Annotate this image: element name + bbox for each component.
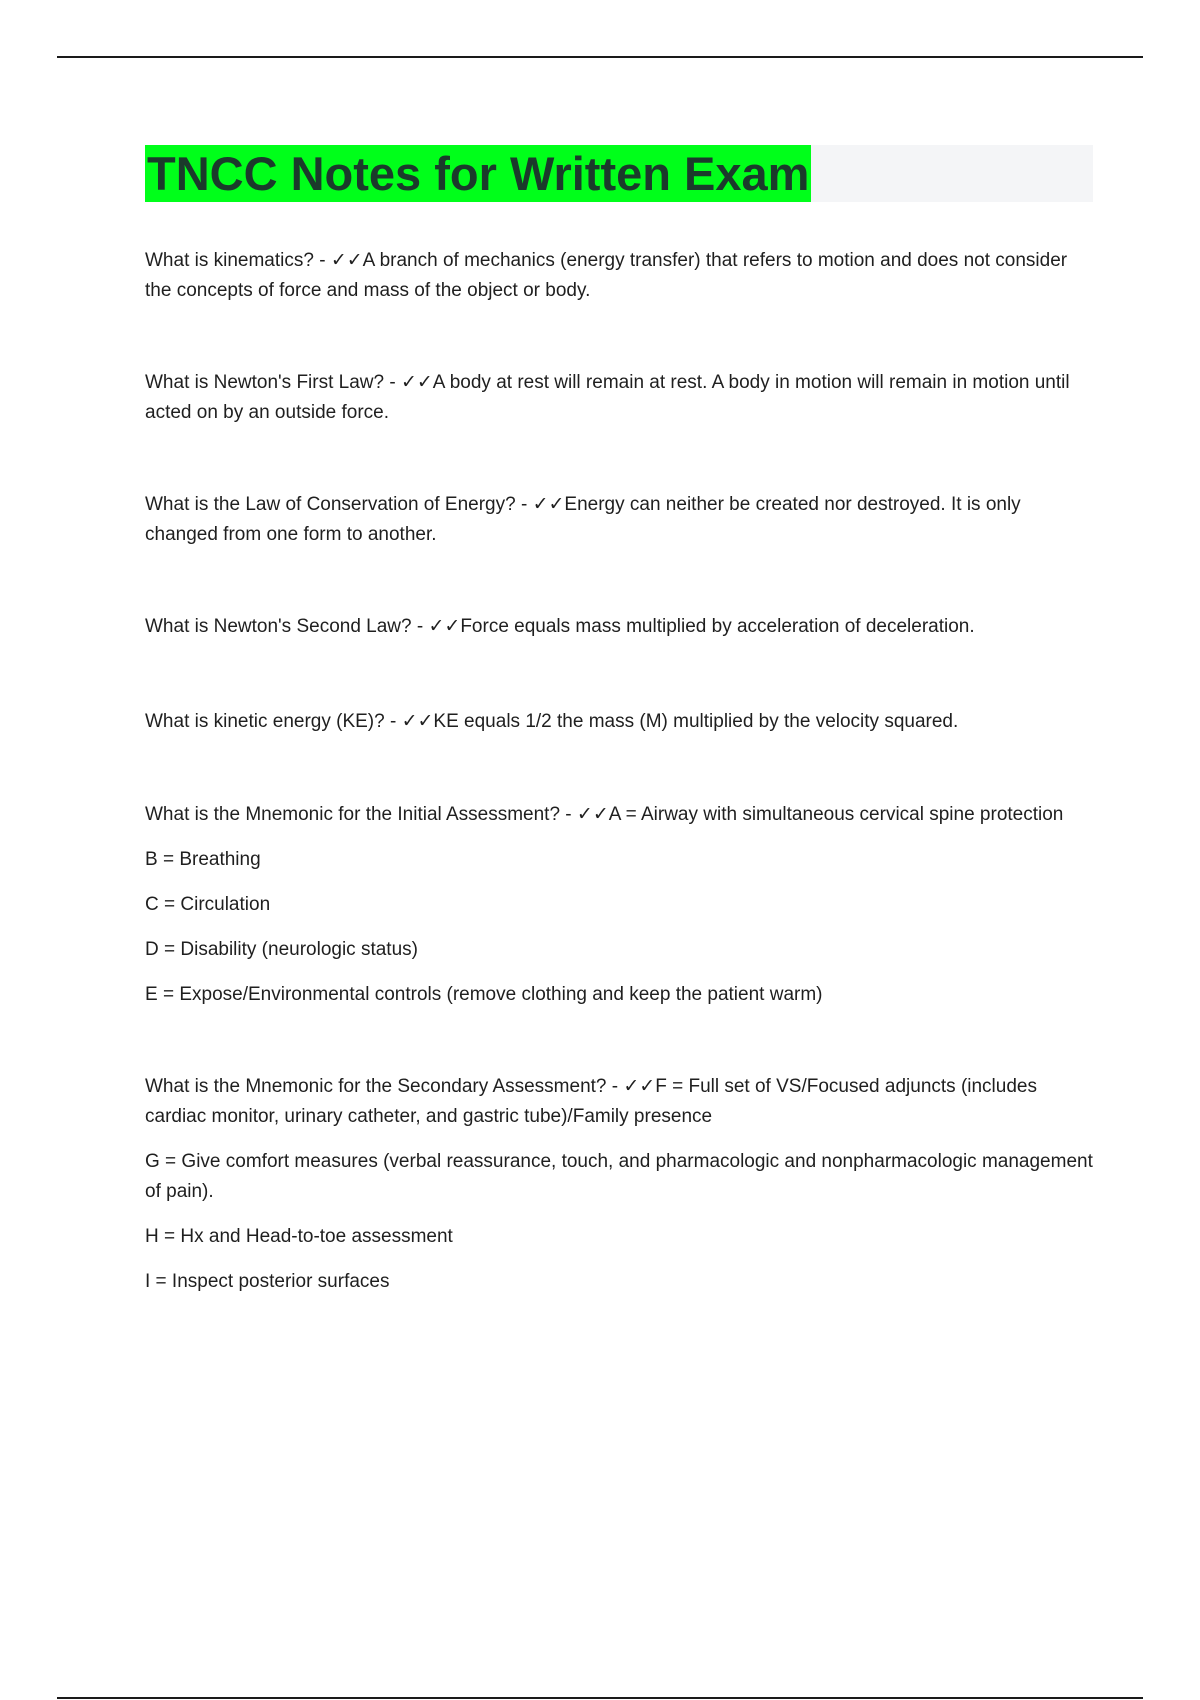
qa-item: What is kinematics? - ✓✓A branch of mechanics (energy transfer) that refers to motion and does not consider the concepts of force and mass of the object or body. xyxy=(145,250,1068,301)
mnemonic-line: H = Hx and Head-to-toe assessment xyxy=(145,1226,453,1247)
qa-item: What is Newton's Second Law? - ✓✓Force equals mass multiplied by acceleration of deceleration. xyxy=(145,616,975,637)
document-body xyxy=(145,246,1095,1297)
bottom-rule xyxy=(57,1697,1143,1699)
qa-item: What is the Mnemonic for the Secondary Assessment? - ✓✓F = Full set of VS/Focused adjuncts (includes cardiac monitor, urinary catheter, and gastric tube)/Family presence xyxy=(145,1076,1037,1127)
qa-item: What is Newton's First Law? - ✓✓A body at rest will remain at rest. A body in motion will remain in motion until acted on by an outside force. xyxy=(145,372,1070,423)
qa-item: What is the Mnemonic for the Initial Assessment? - ✓✓A = Airway with simultaneous cervical spine protection xyxy=(145,804,1064,825)
qa-item: What is kinetic energy (KE)? - ✓✓KE equals 1/2 the mass (M) multiplied by the velocity squared. xyxy=(145,711,959,732)
qa-item: What is the Law of Conservation of Energy? - ✓✓Energy can neither be created nor destroyed. It is only changed from one form to another. xyxy=(145,494,1021,545)
mnemonic-line: I = Inspect posterior surfaces xyxy=(145,1271,390,1292)
page-title: TNCC Notes for Written Exam xyxy=(147,147,810,200)
mnemonic-line: B = Breathing xyxy=(145,849,261,870)
mnemonic-line: G = Give comfort measures (verbal reassurance, touch, and pharmacologic and nonpharmacologic management of pain). xyxy=(145,1151,1093,1202)
mnemonic-line: D = Disability (neurologic status) xyxy=(145,939,418,960)
top-rule xyxy=(57,56,1143,58)
mnemonic-line: C = Circulation xyxy=(145,894,271,915)
mnemonic-line: E = Expose/Environmental controls (remove clothing and keep the patient warm) xyxy=(145,984,823,1005)
